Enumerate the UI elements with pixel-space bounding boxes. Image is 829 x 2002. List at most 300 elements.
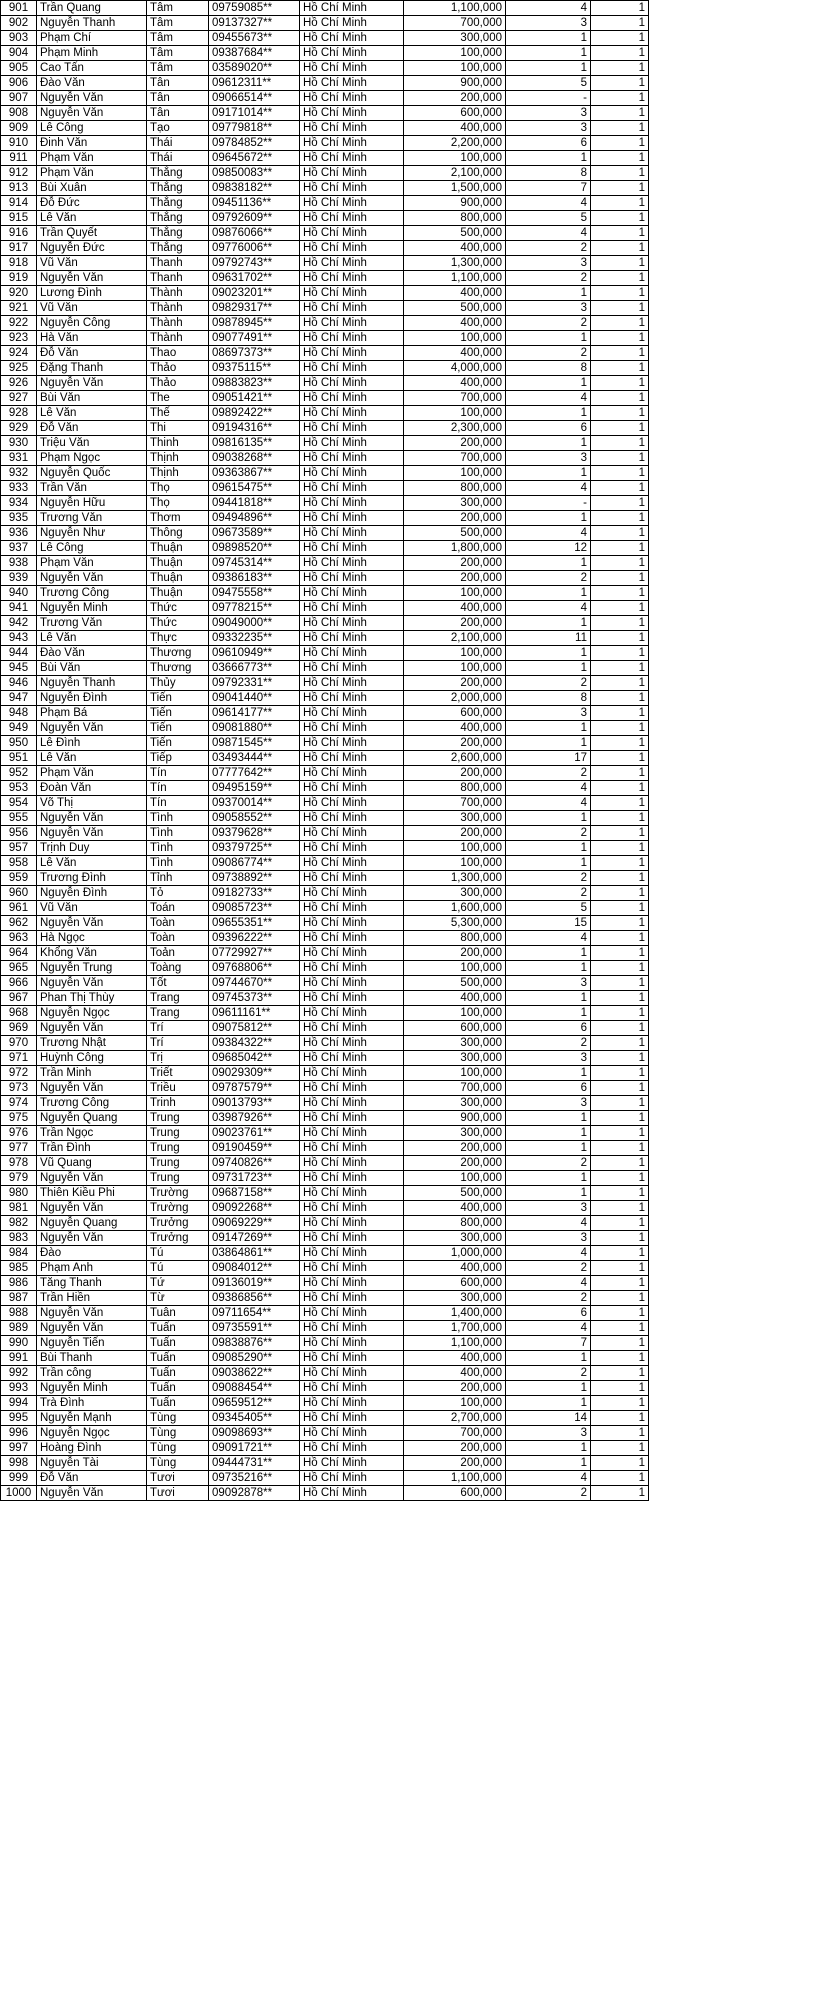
count-cell: 3 [506, 106, 591, 121]
city-cell: Hồ Chí Minh [300, 1366, 404, 1381]
amount-cell: 400,000 [404, 721, 506, 736]
city-cell: Hồ Chí Minh [300, 841, 404, 856]
family-name-cell: Trần Đình [37, 1141, 147, 1156]
count-cell: 1 [506, 1126, 591, 1141]
given-name-cell: Tùng [147, 1456, 209, 1471]
city-cell: Hồ Chí Minh [300, 181, 404, 196]
count-cell: 1 [506, 1351, 591, 1366]
given-name-cell: Triết [147, 1066, 209, 1081]
amount-cell: 900,000 [404, 1111, 506, 1126]
row-number-cell: 937 [1, 541, 37, 556]
table-row [1, 1291, 649, 1306]
flag-cell: 1 [591, 121, 649, 136]
flag-cell: 1 [591, 961, 649, 976]
family-name-cell: Nguyễn Hữu [37, 496, 147, 511]
flag-cell: 1 [591, 346, 649, 361]
flag-cell: 1 [591, 466, 649, 481]
amount-cell: 1,400,000 [404, 1306, 506, 1321]
phone-cell: 08697373** [209, 346, 300, 361]
table-row [1, 1066, 649, 1081]
table-row [1, 706, 649, 721]
count-cell: 2 [506, 1036, 591, 1051]
given-name-cell: Tân [147, 106, 209, 121]
phone-cell: 09612311** [209, 76, 300, 91]
table-row [1, 316, 649, 331]
family-name-cell: Nguyễn Văn [37, 826, 147, 841]
count-cell: 4 [506, 1471, 591, 1486]
count-cell: 2 [506, 1291, 591, 1306]
row-number-cell: 994 [1, 1396, 37, 1411]
flag-cell: 1 [591, 931, 649, 946]
given-name-cell: Triều [147, 1081, 209, 1096]
row-number-cell: 917 [1, 241, 37, 256]
amount-cell: 600,000 [404, 1021, 506, 1036]
phone-cell: 03493444** [209, 751, 300, 766]
row-number-cell: 961 [1, 901, 37, 916]
table-row [1, 931, 649, 946]
given-name-cell: Tiến [147, 691, 209, 706]
row-number-cell: 940 [1, 586, 37, 601]
row-number-cell: 905 [1, 61, 37, 76]
table-row [1, 961, 649, 976]
city-cell: Hồ Chí Minh [300, 1201, 404, 1216]
count-cell: 1 [506, 1396, 591, 1411]
count-cell: - [506, 91, 591, 106]
flag-cell: 1 [591, 1366, 649, 1381]
amount-cell: 1,500,000 [404, 181, 506, 196]
given-name-cell: Thanh [147, 271, 209, 286]
amount-cell: 700,000 [404, 796, 506, 811]
family-name-cell: Nguyễn Minh [37, 601, 147, 616]
city-cell: Hồ Chí Minh [300, 1021, 404, 1036]
row-number-cell: 993 [1, 1381, 37, 1396]
city-cell: Hồ Chí Minh [300, 541, 404, 556]
row-number-cell: 907 [1, 91, 37, 106]
amount-cell: 100,000 [404, 856, 506, 871]
city-cell: Hồ Chí Minh [300, 1171, 404, 1186]
flag-cell: 1 [591, 481, 649, 496]
count-cell: 17 [506, 751, 591, 766]
family-name-cell: Nguyễn Quốc [37, 466, 147, 481]
phone-cell: 03589020** [209, 61, 300, 76]
family-name-cell: Nguyễn Văn [37, 91, 147, 106]
table-row [1, 196, 649, 211]
count-cell: 2 [506, 1156, 591, 1171]
row-number-cell: 954 [1, 796, 37, 811]
family-name-cell: Đỗ Văn [37, 421, 147, 436]
count-cell: 1 [506, 661, 591, 676]
phone-cell: 09375115** [209, 361, 300, 376]
phone-cell: 09088454** [209, 1381, 300, 1396]
phone-cell: 09441818** [209, 496, 300, 511]
table-row [1, 46, 649, 61]
phone-cell: 09136019** [209, 1276, 300, 1291]
count-cell: 7 [506, 181, 591, 196]
count-cell: 3 [506, 256, 591, 271]
count-cell: 3 [506, 1231, 591, 1246]
given-name-cell: Thuận [147, 586, 209, 601]
given-name-cell: Thế [147, 406, 209, 421]
amount-cell: 100,000 [404, 1171, 506, 1186]
phone-cell: 09735591** [209, 1321, 300, 1336]
table-row [1, 31, 649, 46]
flag-cell: 1 [591, 781, 649, 796]
amount-cell: 100,000 [404, 586, 506, 601]
family-name-cell: Trương Công [37, 586, 147, 601]
city-cell: Hồ Chí Minh [300, 721, 404, 736]
table-row [1, 166, 649, 181]
flag-cell: 1 [591, 1291, 649, 1306]
family-name-cell: Nguyễn Ngọc [37, 1426, 147, 1441]
count-cell: 4 [506, 1276, 591, 1291]
given-name-cell: Thành [147, 331, 209, 346]
row-number-cell: 991 [1, 1351, 37, 1366]
given-name-cell: Trị [147, 1051, 209, 1066]
count-cell: 3 [506, 121, 591, 136]
given-name-cell: Thông [147, 526, 209, 541]
phone-cell: 09379725** [209, 841, 300, 856]
given-name-cell: Tuấn [147, 1321, 209, 1336]
amount-cell: 700,000 [404, 16, 506, 31]
row-number-cell: 974 [1, 1096, 37, 1111]
given-name-cell: Trung [147, 1171, 209, 1186]
row-number-cell: 933 [1, 481, 37, 496]
city-cell: Hồ Chí Minh [300, 751, 404, 766]
row-number-cell: 904 [1, 46, 37, 61]
given-name-cell: Thi [147, 421, 209, 436]
family-name-cell: Trương Công [37, 1096, 147, 1111]
flag-cell: 1 [591, 886, 649, 901]
count-cell: 2 [506, 271, 591, 286]
count-cell: 2 [506, 871, 591, 886]
given-name-cell: Toàng [147, 961, 209, 976]
family-name-cell: Thiên Kiều Phi [37, 1186, 147, 1201]
family-name-cell: Hà Văn [37, 331, 147, 346]
given-name-cell: Trinh [147, 1096, 209, 1111]
city-cell: Hồ Chí Minh [300, 1336, 404, 1351]
city-cell: Hồ Chí Minh [300, 871, 404, 886]
family-name-cell: Huỳnh Công [37, 1051, 147, 1066]
amount-cell: 200,000 [404, 436, 506, 451]
amount-cell: 1,100,000 [404, 271, 506, 286]
table-row [1, 901, 649, 916]
given-name-cell: Trang [147, 1006, 209, 1021]
count-cell: 4 [506, 1246, 591, 1261]
amount-cell: 800,000 [404, 931, 506, 946]
table-row [1, 211, 649, 226]
count-cell: 4 [506, 1321, 591, 1336]
given-name-cell: Trưởng [147, 1231, 209, 1246]
amount-cell: 5,300,000 [404, 916, 506, 931]
row-number-cell: 951 [1, 751, 37, 766]
city-cell: Hồ Chí Minh [300, 376, 404, 391]
row-number-cell: 970 [1, 1036, 37, 1051]
given-name-cell: Trường [147, 1201, 209, 1216]
table-row [1, 1156, 649, 1171]
family-name-cell: Trần công [37, 1366, 147, 1381]
city-cell: Hồ Chí Minh [300, 976, 404, 991]
city-cell: Hồ Chí Minh [300, 466, 404, 481]
row-number-cell: 921 [1, 301, 37, 316]
row-number-cell: 968 [1, 1006, 37, 1021]
row-number-cell: 945 [1, 661, 37, 676]
family-name-cell: Nguyễn Đình [37, 691, 147, 706]
given-name-cell: Trường [147, 1186, 209, 1201]
count-cell: 4 [506, 601, 591, 616]
city-cell: Hồ Chí Minh [300, 991, 404, 1006]
city-cell: Hồ Chí Minh [300, 586, 404, 601]
flag-cell: 1 [591, 796, 649, 811]
phone-cell: 09023761** [209, 1126, 300, 1141]
table-row [1, 1186, 649, 1201]
row-number-cell: 971 [1, 1051, 37, 1066]
flag-cell: 1 [591, 1021, 649, 1036]
amount-cell: 500,000 [404, 976, 506, 991]
table-row [1, 91, 649, 106]
amount-cell: 900,000 [404, 76, 506, 91]
table-row [1, 1471, 649, 1486]
given-name-cell: Tân [147, 76, 209, 91]
given-name-cell: Tú [147, 1246, 209, 1261]
phone-cell: 09829317** [209, 301, 300, 316]
city-cell: Hồ Chí Minh [300, 1036, 404, 1051]
table-row [1, 601, 649, 616]
table-row [1, 946, 649, 961]
family-name-cell: Nguyễn Tài [37, 1456, 147, 1471]
phone-cell: 03864861** [209, 1246, 300, 1261]
family-name-cell: Đào [37, 1246, 147, 1261]
phone-cell: 09850083** [209, 166, 300, 181]
flag-cell: 1 [591, 1246, 649, 1261]
flag-cell: 1 [591, 1456, 649, 1471]
table-row [1, 1441, 649, 1456]
phone-cell: 09455673** [209, 31, 300, 46]
table-body [1, 1, 649, 1501]
amount-cell: 800,000 [404, 211, 506, 226]
count-cell: 1 [506, 1141, 591, 1156]
amount-cell: 500,000 [404, 1186, 506, 1201]
family-name-cell: Trương Văn [37, 616, 147, 631]
phone-cell: 09876066** [209, 226, 300, 241]
row-number-cell: 944 [1, 646, 37, 661]
count-cell: 2 [506, 766, 591, 781]
given-name-cell: Tân [147, 91, 209, 106]
table-row [1, 1306, 649, 1321]
given-name-cell: The [147, 391, 209, 406]
count-cell: 12 [506, 541, 591, 556]
count-cell: 4 [506, 931, 591, 946]
row-number-cell: 912 [1, 166, 37, 181]
amount-cell: 500,000 [404, 226, 506, 241]
amount-cell: 200,000 [404, 676, 506, 691]
city-cell: Hồ Chí Minh [300, 16, 404, 31]
row-number-cell: 995 [1, 1411, 37, 1426]
given-name-cell: Thuận [147, 541, 209, 556]
family-name-cell: Trần Quang [37, 1, 147, 16]
count-cell: 4 [506, 481, 591, 496]
family-name-cell: Nguyễn Đức [37, 241, 147, 256]
city-cell: Hồ Chí Minh [300, 1441, 404, 1456]
phone-cell: 09075812** [209, 1021, 300, 1036]
flag-cell: 1 [591, 586, 649, 601]
flag-cell: 1 [591, 241, 649, 256]
table-row [1, 556, 649, 571]
table-row [1, 1321, 649, 1336]
given-name-cell: Thọ [147, 496, 209, 511]
flag-cell: 1 [591, 1201, 649, 1216]
row-number-cell: 986 [1, 1276, 37, 1291]
count-cell: 3 [506, 451, 591, 466]
given-name-cell: Tứ [147, 1276, 209, 1291]
family-name-cell: Trần Văn [37, 481, 147, 496]
city-cell: Hồ Chí Minh [300, 1426, 404, 1441]
amount-cell: 900,000 [404, 196, 506, 211]
family-name-cell: Đào Văn [37, 76, 147, 91]
flag-cell: 1 [591, 316, 649, 331]
count-cell: 1 [506, 46, 591, 61]
count-cell: 1 [506, 721, 591, 736]
amount-cell: 100,000 [404, 466, 506, 481]
family-name-cell: Nguyễn Văn [37, 721, 147, 736]
phone-cell: 09768806** [209, 961, 300, 976]
table-row [1, 331, 649, 346]
city-cell: Hồ Chí Minh [300, 1006, 404, 1021]
given-name-cell: Tâm [147, 16, 209, 31]
row-number-cell: 908 [1, 106, 37, 121]
row-number-cell: 996 [1, 1426, 37, 1441]
row-number-cell: 903 [1, 31, 37, 46]
city-cell: Hồ Chí Minh [300, 811, 404, 826]
table-row [1, 1216, 649, 1231]
phone-cell: 09171014** [209, 106, 300, 121]
city-cell: Hồ Chí Minh [300, 391, 404, 406]
amount-cell: 400,000 [404, 1201, 506, 1216]
flag-cell: 1 [591, 286, 649, 301]
count-cell: 15 [506, 916, 591, 931]
city-cell: Hồ Chí Minh [300, 1141, 404, 1156]
phone-cell: 09776006** [209, 241, 300, 256]
row-number-cell: 956 [1, 826, 37, 841]
row-number-cell: 963 [1, 931, 37, 946]
flag-cell: 1 [591, 1081, 649, 1096]
phone-cell: 09792331** [209, 676, 300, 691]
table-row [1, 1231, 649, 1246]
table-row [1, 586, 649, 601]
family-name-cell: Phạm Ngọc [37, 451, 147, 466]
amount-cell: 1,100,000 [404, 1336, 506, 1351]
count-cell: 1 [506, 406, 591, 421]
table-row [1, 1381, 649, 1396]
given-name-cell: Thành [147, 316, 209, 331]
count-cell: 1 [506, 376, 591, 391]
family-name-cell: Phạm Văn [37, 151, 147, 166]
city-cell: Hồ Chí Minh [300, 1051, 404, 1066]
table-row [1, 1366, 649, 1381]
family-name-cell: Trần Minh [37, 1066, 147, 1081]
row-number-cell: 982 [1, 1216, 37, 1231]
count-cell: 7 [506, 1336, 591, 1351]
given-name-cell: Thành [147, 286, 209, 301]
city-cell: Hồ Chí Minh [300, 496, 404, 511]
city-cell: Hồ Chí Minh [300, 106, 404, 121]
phone-cell: 09091721** [209, 1441, 300, 1456]
row-number-cell: 909 [1, 121, 37, 136]
phone-cell: 09084012** [209, 1261, 300, 1276]
row-number-cell: 947 [1, 691, 37, 706]
phone-cell: 09194316** [209, 421, 300, 436]
amount-cell: 200,000 [404, 826, 506, 841]
family-name-cell: Đinh Văn [37, 136, 147, 151]
row-number-cell: 989 [1, 1321, 37, 1336]
city-cell: Hồ Chí Minh [300, 1381, 404, 1396]
count-cell: 2 [506, 1486, 591, 1501]
city-cell: Hồ Chí Minh [300, 766, 404, 781]
amount-cell: 1,700,000 [404, 1321, 506, 1336]
family-name-cell: Lê Văn [37, 856, 147, 871]
row-number-cell: 935 [1, 511, 37, 526]
phone-cell: 09190459** [209, 1141, 300, 1156]
table-row [1, 256, 649, 271]
amount-cell: 300,000 [404, 1096, 506, 1111]
given-name-cell: Trưởng [147, 1216, 209, 1231]
flag-cell: 1 [591, 1381, 649, 1396]
city-cell: Hồ Chí Minh [300, 886, 404, 901]
flag-cell: 1 [591, 136, 649, 151]
phone-cell: 09387684** [209, 46, 300, 61]
flag-cell: 1 [591, 721, 649, 736]
given-name-cell: Thảo [147, 376, 209, 391]
table-row [1, 1036, 649, 1051]
given-name-cell: Tươi [147, 1471, 209, 1486]
phone-cell: 09051421** [209, 391, 300, 406]
family-name-cell: Nguyễn Thanh [37, 676, 147, 691]
flag-cell: 1 [591, 31, 649, 46]
flag-cell: 1 [591, 976, 649, 991]
table-row [1, 286, 649, 301]
flag-cell: 1 [591, 226, 649, 241]
city-cell: Hồ Chí Minh [300, 856, 404, 871]
given-name-cell: Tạo [147, 121, 209, 136]
phone-cell: 09098693** [209, 1426, 300, 1441]
given-name-cell: Tỉnh [147, 871, 209, 886]
count-cell: 1 [506, 586, 591, 601]
phone-cell: 09066514** [209, 91, 300, 106]
family-name-cell: Nguyễn Văn [37, 1171, 147, 1186]
row-number-cell: 919 [1, 271, 37, 286]
given-name-cell: Tuấn [147, 1381, 209, 1396]
phone-cell: 07729927** [209, 946, 300, 961]
amount-cell: 100,000 [404, 61, 506, 76]
flag-cell: 1 [591, 436, 649, 451]
phone-cell: 09759085** [209, 1, 300, 16]
given-name-cell: Thuận [147, 556, 209, 571]
table-row [1, 781, 649, 796]
table-row [1, 421, 649, 436]
table-row [1, 1246, 649, 1261]
city-cell: Hồ Chí Minh [300, 916, 404, 931]
city-cell: Hồ Chí Minh [300, 76, 404, 91]
amount-cell: 2,700,000 [404, 1411, 506, 1426]
row-number-cell: 962 [1, 916, 37, 931]
count-cell: 4 [506, 391, 591, 406]
given-name-cell: Tiến [147, 721, 209, 736]
flag-cell: 1 [591, 76, 649, 91]
amount-cell: 400,000 [404, 601, 506, 616]
family-name-cell: Đặng Thanh [37, 361, 147, 376]
family-name-cell: Đỗ Văn [37, 1471, 147, 1486]
amount-cell: 1,300,000 [404, 256, 506, 271]
given-name-cell: Thức [147, 616, 209, 631]
